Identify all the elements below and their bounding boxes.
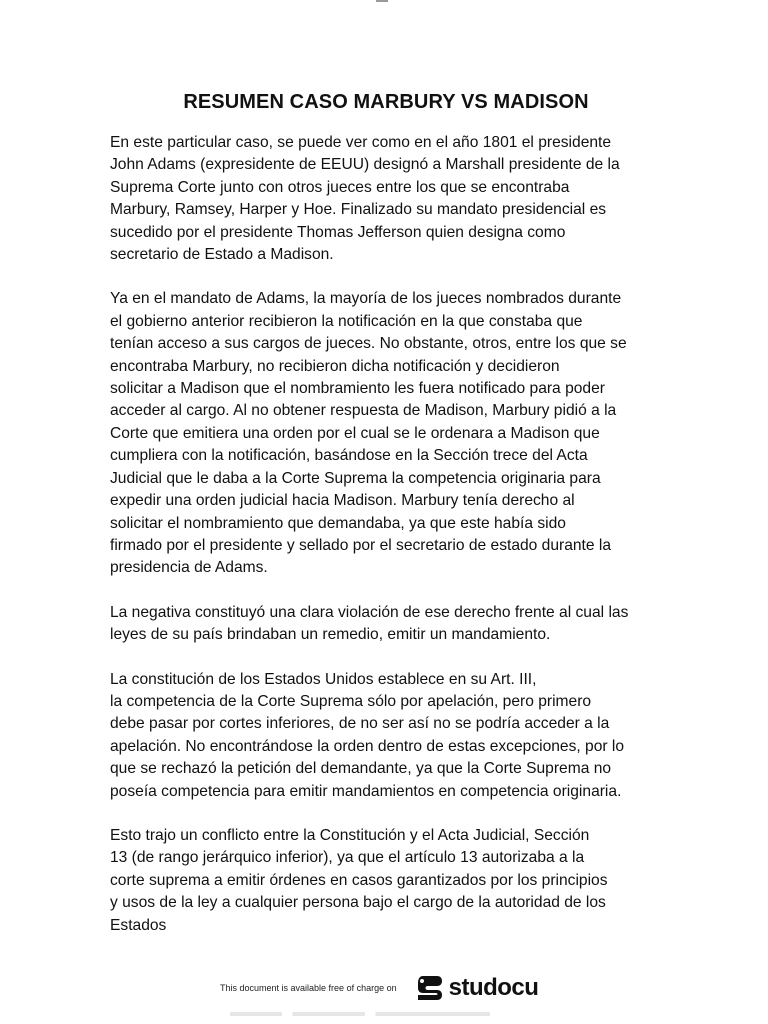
text-line: expedir una orden judicial hacia Madison. Marbury tenía derecho al	[110, 492, 575, 510]
text-line: Ya en el mandato de Adams, la mayoría de los jueces nombrados durante	[110, 290, 622, 308]
text-line: secretario de Estado a Madison.	[110, 246, 334, 264]
text-line: Corte que emitiera una orden por el cual se le ordenara a Madison que	[110, 424, 600, 442]
text-line: sucedido por el presidente Thomas Jefferson quien designa como	[110, 223, 566, 241]
text-line: solicitar a Madison que el nombramiento les fuera notificado para poder	[110, 380, 605, 398]
text-line: solicitar el nombramiento que demandaba, ya que este había sido	[110, 514, 566, 532]
text-line: que se rechazó la petición del demandante, ya que la Corte Suprema no	[110, 760, 612, 778]
text-line: la competencia de la Corte Suprema sólo por apelación, pero primero	[110, 692, 592, 710]
paragraph	[110, 132, 662, 266]
text-line: Estados	[110, 916, 167, 934]
text-line: encontraba Marbury, no recibieron dicha notificación y decidieron	[110, 357, 560, 375]
page-top-mark	[376, 0, 388, 2]
text-line: corte suprema a emitir órdenes en casos garantizados por los principios	[110, 871, 608, 889]
document-page	[110, 88, 662, 937]
text-line: tenían acceso a sus cargos de jueces. No obstante, otros, entre los que se	[110, 335, 627, 353]
text-line: debe pasar por cortes inferiores, de no ser así no se podría acceder a la	[110, 715, 610, 733]
paragraph	[110, 288, 662, 579]
text-line: Esto trajo un conflicto entre la Constitución y el Acta Judicial, Sección	[110, 826, 590, 844]
studocu-logo-icon	[415, 973, 445, 1003]
text-line: 13 (de rango jerárquico inferior), ya que el artículo 13 autorizaba a la	[110, 849, 585, 867]
paragraph	[110, 669, 662, 803]
text-line: presidencia de Adams.	[110, 559, 268, 577]
text-line: acceder al cargo. Al no obtener respuesta de Madison, Marbury pidió a la	[110, 402, 617, 420]
text-line: La constitución de los Estados Unidos establece en su Art. III,	[110, 670, 537, 688]
text-line: poseía competencia para emitir mandamientos en competencia originaria.	[110, 782, 622, 800]
text-line: La negativa constituyó una clara violación de ese derecho frente al cual las	[110, 603, 629, 621]
studocu-footer	[220, 970, 560, 1006]
studocu-brand-name: studocu	[448, 974, 539, 1001]
footer-availability-note: This document is available free of charge on	[220, 983, 397, 993]
studocu-brand-link[interactable]	[415, 973, 539, 1003]
text-line: el gobierno anterior recibieron la notificación en la que constaba que	[110, 312, 583, 330]
text-line: y usos de la ley a cualquier persona bajo el cargo de la autoridad de los	[110, 894, 606, 912]
document-title: RESUMEN CASO MARBURY VS MADISON	[183, 91, 589, 113]
paragraph	[110, 825, 662, 937]
text-line: firmado por el presidente y sellado por el secretario de estado durante la	[110, 536, 612, 554]
text-line: cumpliera con la notificación, basándose en la Sección trece del Acta	[110, 447, 588, 465]
text-line: En este particular caso, se puede ver como en el año 1801 el presidente	[110, 134, 612, 151]
text-line: Suprema Corte junto con otros jueces entre los que se encontraba	[110, 178, 570, 196]
paragraph	[110, 602, 662, 647]
text-line: apelación. No encontrándose la orden dentro de estas excepciones, por lo	[110, 737, 625, 755]
faint-bottom-text	[230, 1012, 490, 1016]
text-line: leyes de su país brindaban un remedio, emitir un mandamiento.	[110, 626, 551, 644]
text-line: Marbury, Ramsey, Harper y Hoe. Finalizado su mandato presidencial es	[110, 201, 607, 219]
text-line: John Adams (expresidente de EEUU) designó a Marshall presidente de la	[110, 156, 620, 174]
text-line: Judicial que le daba a la Corte Suprema la competencia originaria para	[110, 469, 601, 487]
document-body	[110, 132, 662, 937]
